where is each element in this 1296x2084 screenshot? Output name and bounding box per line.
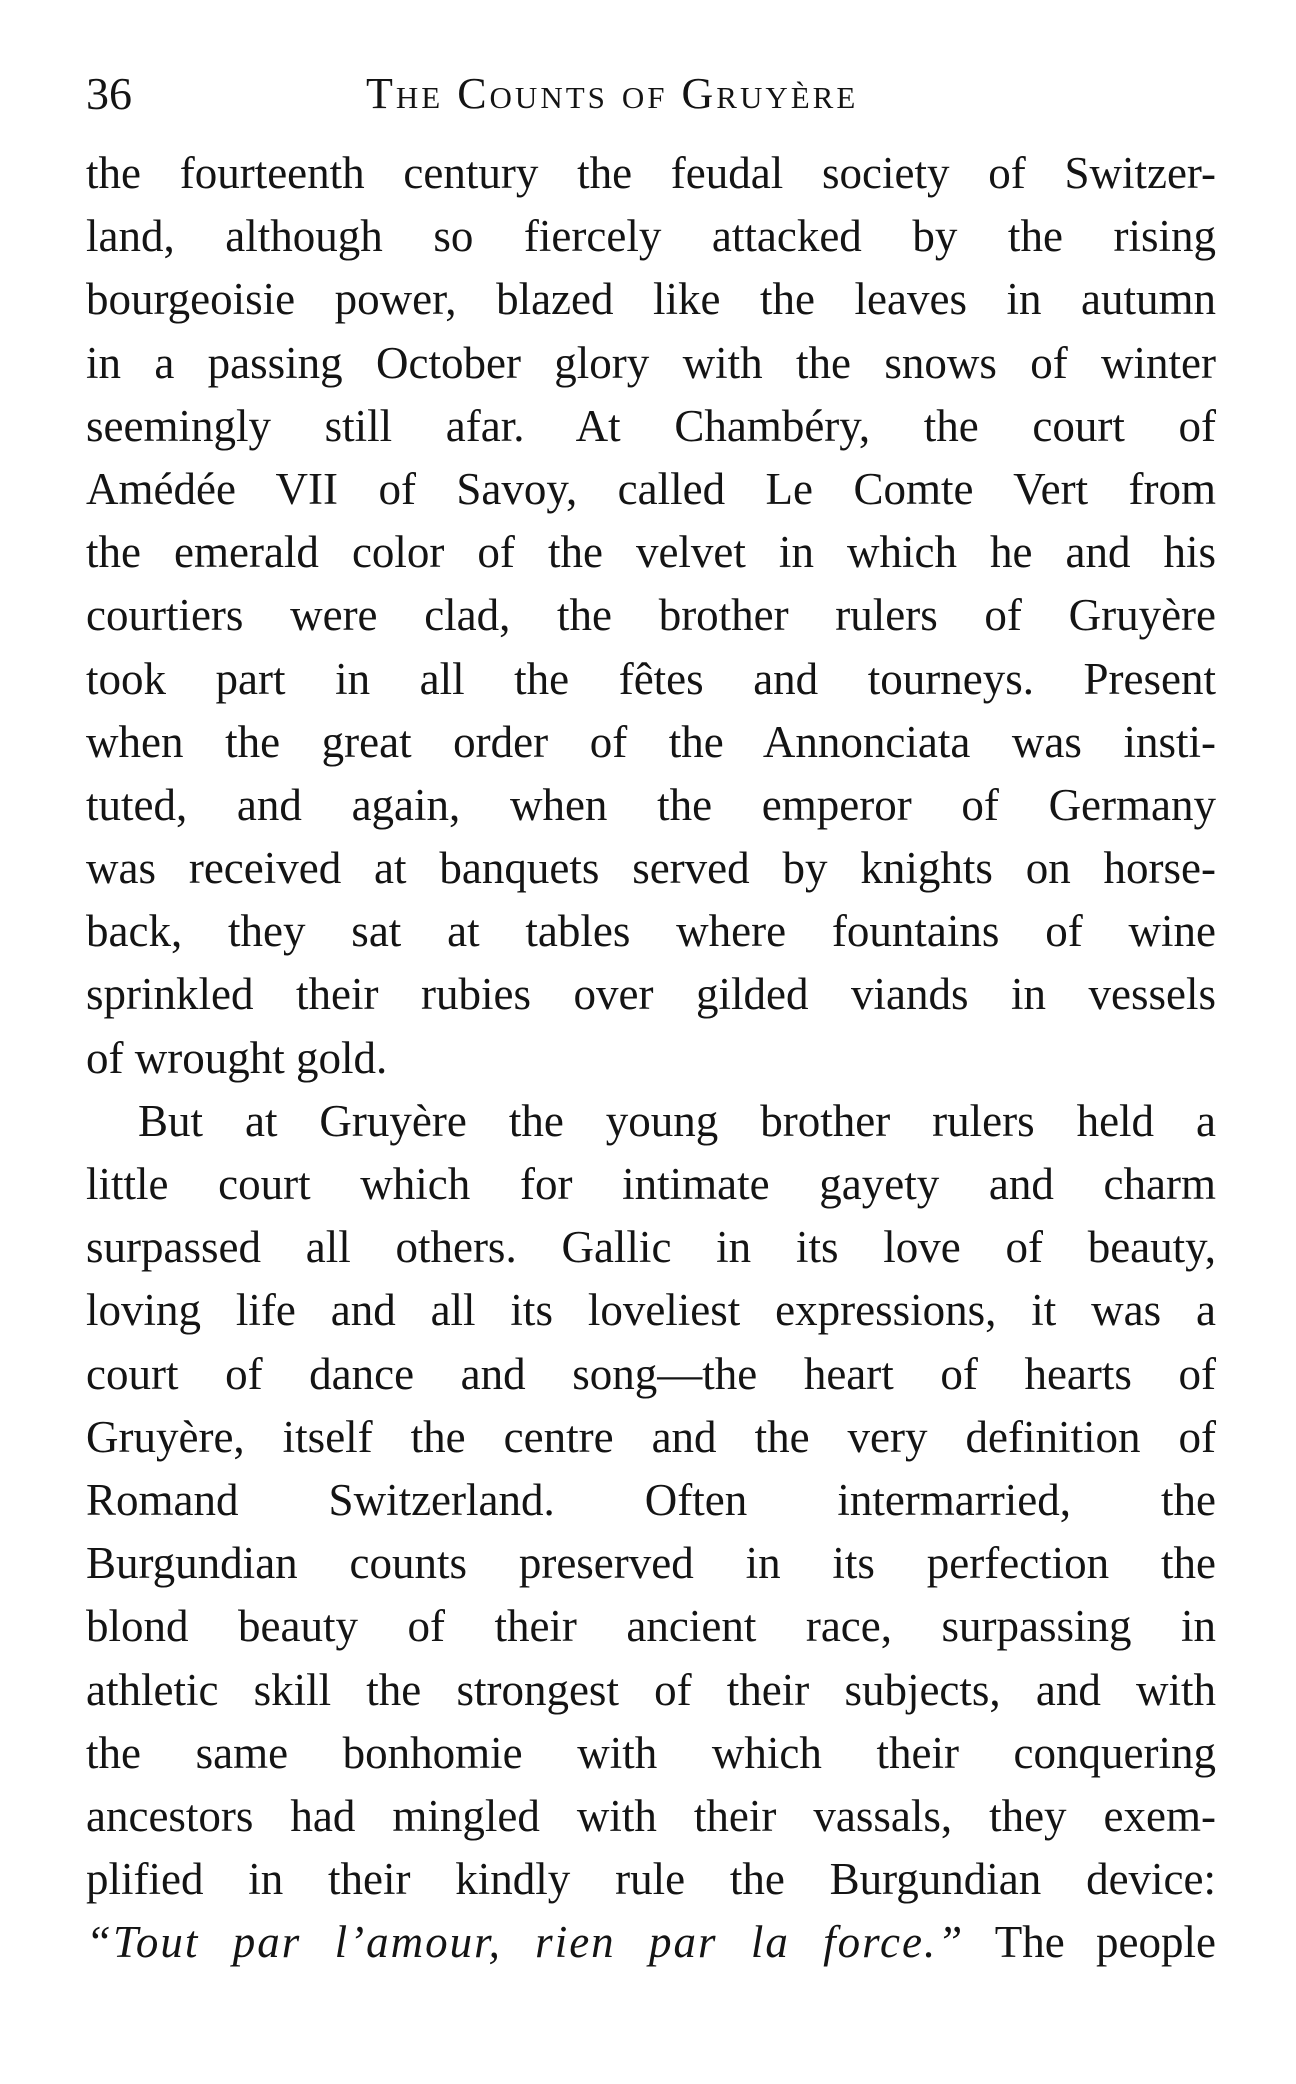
paragraph-1: [86, 142, 1216, 1090]
text-line: of wrought gold.: [86, 1032, 388, 1083]
text-line: the same bonhomie with which their conquering: [86, 1727, 1216, 1778]
text-line: athletic skill the strongest of their subjects, and with: [86, 1664, 1216, 1715]
text-line: in a passing October glory with the snows of winter: [86, 337, 1216, 388]
text-line: loving life and all its loveliest expressions, it was a: [86, 1285, 1216, 1336]
body-text: [86, 142, 1216, 1974]
text-line: the fourteenth century the feudal society of Switzer-: [86, 148, 1216, 198]
text-line-closing: [86, 1911, 1216, 1974]
burgundian-motto: “Tout par l’amour, rien par la force.”: [86, 1917, 965, 1968]
running-title: The Counts of Gruyère: [366, 69, 859, 118]
text-line: ancestors had mingled with their vassals, they exem-: [86, 1790, 1216, 1841]
text-line: But at Gruyère the young brother rulers held a: [138, 1095, 1216, 1146]
text-line: Burgundian counts preserved in its perfection the: [86, 1538, 1216, 1589]
text-line: the emerald color of the velvet in which he and his: [86, 527, 1216, 578]
text-line: surpassed all others. Gallic in its love of beauty,: [86, 1222, 1216, 1273]
running-head: [86, 58, 1216, 128]
text-line: Romand Switzerland. Often intermarried, the: [86, 1474, 1216, 1525]
text-line: back, they sat at tables where fountains of wine: [86, 906, 1216, 957]
text-line: sprinkled their rubies over gilded viands in vessels: [86, 969, 1216, 1020]
text-line: when the great order of the Annonciata was insti-: [86, 716, 1216, 767]
paragraph-2: [86, 1090, 1216, 1975]
text-line: bourgeoisie power, blazed like the leaves in autumn: [86, 274, 1216, 325]
text-line: tuted, and again, when the emperor of Germany: [86, 779, 1216, 830]
text-line: court of dance and song—the heart of hearts of: [86, 1348, 1216, 1399]
text-line: land, although so fiercely attacked by the rising: [86, 211, 1216, 262]
text-line: took part in all the fêtes and tourneys. Present: [86, 653, 1216, 704]
text-line: plified in their kindly rule the Burgundian device:: [86, 1854, 1216, 1905]
text-line: little court which for intimate gayety and charm: [86, 1159, 1216, 1209]
text-line-rest: The people: [964, 1917, 1216, 1968]
text-line: courtiers were clad, the brother rulers of Gruyère: [86, 590, 1216, 641]
text-line: seemingly still afar. At Chambéry, the court of: [86, 400, 1216, 451]
text-line: Amédée VII of Savoy, called Le Comte Vert from: [86, 463, 1216, 514]
text-line: was received at banquets served by knights on horse-: [86, 843, 1216, 894]
text-line: blond beauty of their ancient race, surpassing in: [86, 1601, 1216, 1652]
page-number: 36: [86, 68, 132, 119]
text-line: Gruyère, itself the centre and the very definition of: [86, 1411, 1216, 1462]
